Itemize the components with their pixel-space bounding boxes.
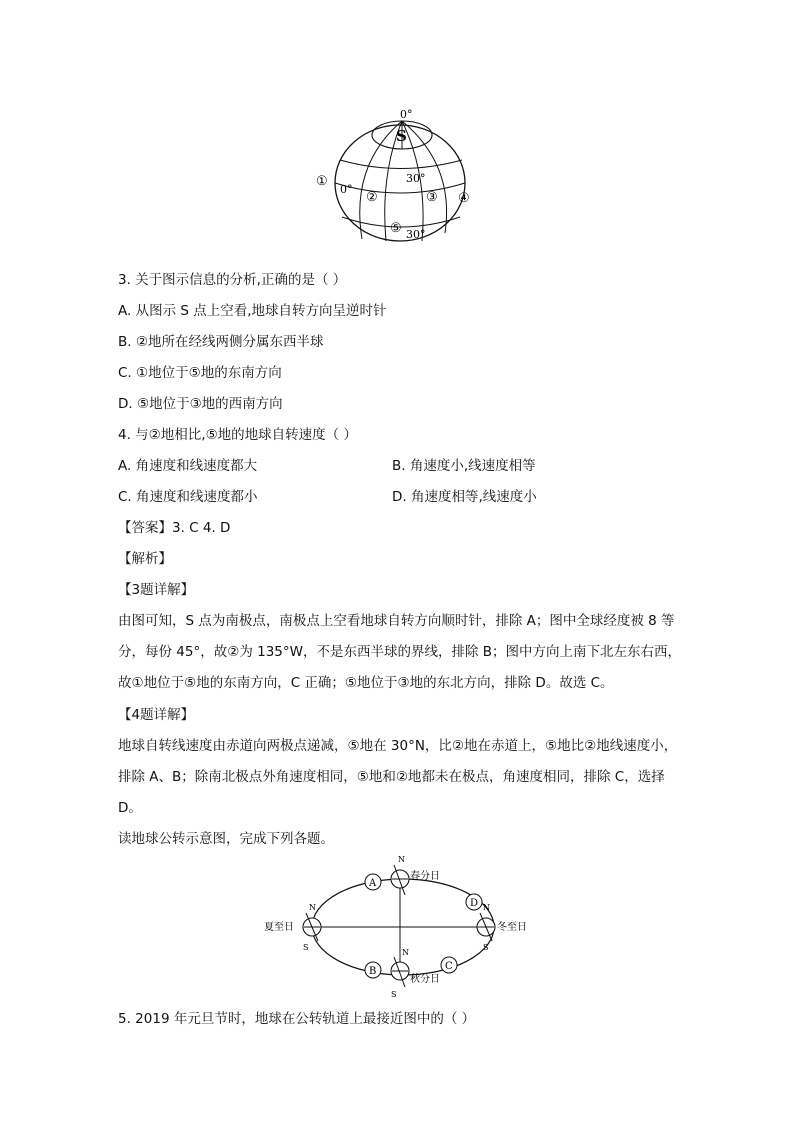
q4-option-b: B. 角速度小,线速度相等 <box>392 458 536 474</box>
q4-option-c: C. 角速度和线速度都小 <box>118 489 258 505</box>
q3-option-c: C. ①地位于⑤地的东南方向 <box>118 365 282 381</box>
s-summer: S <box>303 943 309 952</box>
q4-detail-title: 【4题详解】 <box>118 707 195 723</box>
q4-detail-text: 地球自转线速度由赤道向两极点递减，⑤地在 30°N，比②地在赤道上，⑤地比②地线速度小，排除 A、B；除南北极点外角速度相同，⑤地和②地都未在极点，角速度相同，排除 C，选择 D。 <box>118 738 678 816</box>
label-0-left: 0° <box>340 183 353 196</box>
earth-winter <box>477 903 495 952</box>
marker-2: ② <box>366 190 378 205</box>
analysis-title: 【解析】 <box>118 551 172 567</box>
marker-4: ④ <box>458 191 470 206</box>
q3-option-a: A. 从图示 S 点上空看,地球自转方向呈逆时针 <box>118 303 387 319</box>
marker-1: ① <box>316 174 328 189</box>
q3-stem: 3. 关于图示信息的分析,正确的是（ ） <box>118 272 347 288</box>
label-spring: 春分日 <box>410 871 440 882</box>
svg-text:B: B <box>369 966 377 977</box>
q3-option-b: B. ②地所在经线两侧分属东西半球 <box>118 334 324 350</box>
svg-text:A: A <box>369 878 377 889</box>
revolution-diagram <box>260 855 535 1003</box>
intro-2: 读地球公转示意图，完成下列各题。 <box>118 831 334 847</box>
marker-3: ③ <box>426 190 438 205</box>
position-d <box>466 894 482 910</box>
q4-stem: 4. 与②地相比,⑤地的地球自转速度（ ） <box>118 427 357 443</box>
answer-line: 【答案】3. C 4. D <box>118 520 231 536</box>
position-b <box>365 962 381 978</box>
label-s: S <box>396 127 407 145</box>
s-autumn: S <box>391 990 397 999</box>
position-a <box>365 874 381 890</box>
n-autumn: N <box>402 948 409 957</box>
q4-option-d: D. 角速度相等,线速度小 <box>392 489 537 505</box>
q4-option-a: A. 角速度和线速度都大 <box>118 458 258 474</box>
globe-diagram <box>310 105 490 250</box>
svg-text:C: C <box>445 961 453 972</box>
n-winter: N <box>483 903 490 912</box>
label-30-mid: 30° <box>406 172 426 185</box>
parallel-30-north <box>340 160 462 169</box>
n-spring: N <box>398 855 405 864</box>
label-0-top: 0° <box>400 108 413 121</box>
s-winter: S <box>483 943 489 952</box>
svg-text:D: D <box>470 898 479 909</box>
label-autumn: 秋分日 <box>410 974 440 985</box>
position-c <box>441 957 457 973</box>
equator <box>335 183 465 193</box>
label-summer: 夏至日 <box>264 922 294 933</box>
marker-5: ⑤ <box>390 221 402 236</box>
q3-option-d: D. ⑤地位于③地的西南方向 <box>118 396 283 412</box>
label-30-bottom: 30° <box>406 228 426 241</box>
n-summer: N <box>309 903 316 912</box>
q3-detail-title: 【3题详解】 <box>118 582 195 598</box>
q5-stem: 5. 2019 年元旦节时，地球在公转轨道上最接近图中的（ ） <box>118 1011 476 1027</box>
q3-detail-text: 由图可知，S 点为南极点，南极点上空看地球自转方向顺时针，排除 A；图中全球经度被 8 等分，每份 45°，故②为 135°W，不是东西半球的界线，排除 B；图中方向上南下北左东右西，故①地位于⑤地的东南方向，C 正确；⑤地位于③地的东北方向，排除 D。故选 C。 <box>118 613 682 691</box>
label-winter: 冬至日 <box>497 922 527 933</box>
